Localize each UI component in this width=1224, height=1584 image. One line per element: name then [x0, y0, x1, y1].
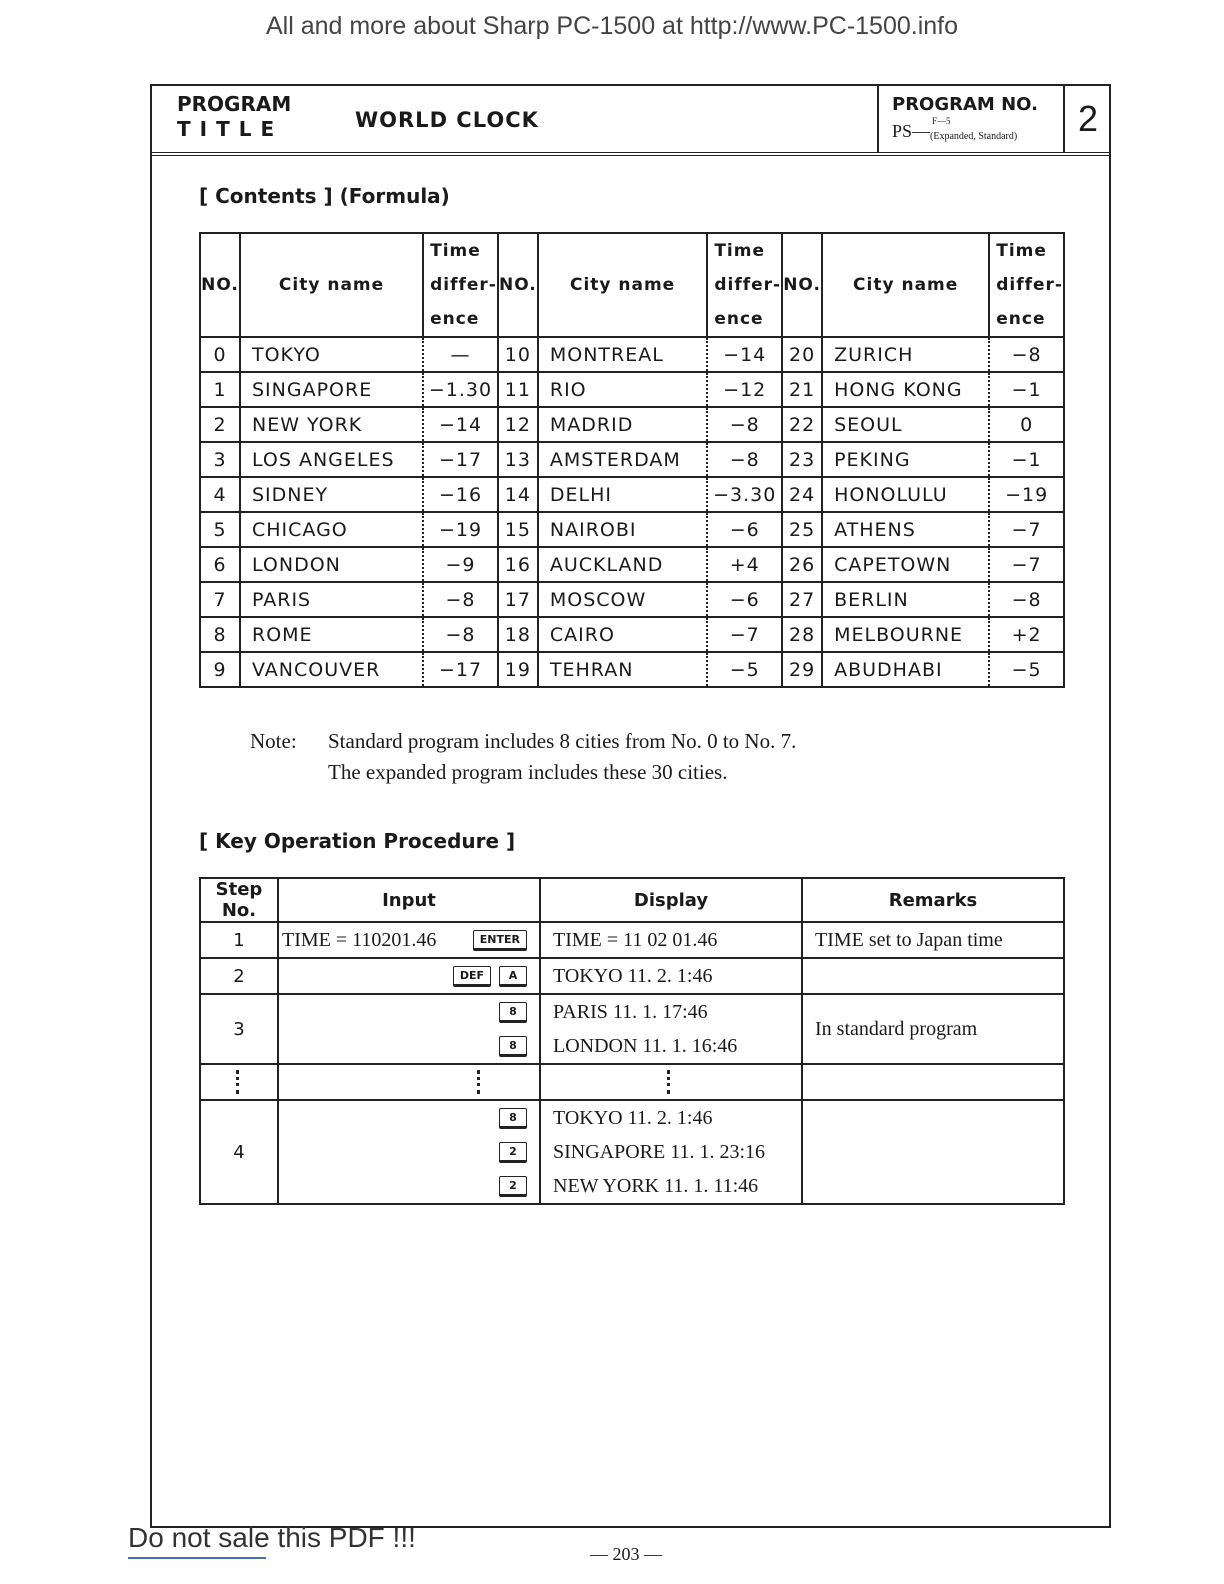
program-number-box	[877, 86, 1065, 152]
city-name: MOSCOW	[538, 582, 707, 617]
remark-text: TIME set to Japan time	[815, 928, 1003, 951]
city-name: RIO	[538, 372, 707, 407]
time-difference: −9	[423, 547, 498, 582]
city-name: LOS ANGELES	[240, 442, 423, 477]
key-cap: ENTER	[473, 930, 527, 951]
col-diff: Time differ- ence	[423, 233, 498, 337]
time-difference: −7	[989, 512, 1064, 547]
continuation-dots	[236, 1070, 242, 1094]
col-remarks: Remarks	[802, 878, 1064, 922]
key-step-row	[200, 922, 1064, 958]
program-sheet	[150, 84, 1111, 1528]
city-no: 7	[200, 582, 240, 617]
display-line: TIME = 11 02 01.46	[553, 928, 718, 951]
city-table	[199, 232, 1065, 688]
display-line: TOKYO 11. 2. 1:46	[553, 964, 713, 987]
time-difference: −8	[707, 442, 782, 477]
time-difference: +4	[707, 547, 782, 582]
input-cell	[278, 1064, 540, 1100]
city-row	[200, 652, 1064, 687]
col-diff: Time differ- ence	[707, 233, 782, 337]
display-line: SINGAPORE 11. 1. 23:16	[553, 1140, 766, 1163]
program-variant: (Expanded, Standard)	[930, 131, 1018, 142]
city-name: NAIROBI	[538, 512, 707, 547]
col-city: City name	[822, 233, 989, 337]
display-cell	[540, 922, 802, 958]
city-name: CAIRO	[538, 617, 707, 652]
site-banner: All and more about Sharp PC-1500 at http://www.PC-1500.info	[265, 12, 959, 40]
time-difference: −14	[707, 337, 782, 372]
footer-note: Do not sale this PDF !!!	[128, 1522, 416, 1553]
key-operation-table	[199, 877, 1065, 1205]
time-difference: −5	[707, 652, 782, 687]
time-difference: −3.30	[707, 477, 782, 512]
time-difference: −16	[423, 477, 498, 512]
city-name: ZURICH	[822, 337, 989, 372]
city-no: 9	[200, 652, 240, 687]
city-table-header	[200, 233, 1064, 337]
key-table-header	[200, 878, 1064, 922]
time-difference: −5	[989, 652, 1064, 687]
time-difference: −7	[989, 547, 1064, 582]
city-no: 10	[498, 337, 538, 372]
input-line	[279, 1101, 539, 1135]
city-no: 0	[200, 337, 240, 372]
title-label: TITLE	[177, 117, 284, 141]
remarks-cell	[802, 1064, 1064, 1100]
key-cap: 2	[499, 1176, 527, 1197]
step-number	[200, 1100, 278, 1204]
step-number	[200, 994, 278, 1064]
step-value: 4	[233, 1141, 245, 1163]
page-index: 2	[1063, 86, 1111, 152]
continuation-dots	[477, 1070, 483, 1094]
city-row	[200, 617, 1064, 652]
note-line: The expanded program includes these 30 cities.	[328, 760, 728, 784]
input-text: TIME = 110201.46	[282, 928, 437, 951]
display-cell	[540, 1100, 802, 1204]
key-operation-heading: [ Key Operation Procedure ]	[199, 829, 516, 853]
program-title-label	[177, 92, 291, 142]
city-no: 8	[200, 617, 240, 652]
step-number	[200, 922, 278, 958]
city-no: 18	[498, 617, 538, 652]
time-difference: −17	[423, 442, 498, 477]
step-value: 2	[233, 965, 245, 987]
city-no: 2	[200, 407, 240, 442]
step-number	[200, 1064, 278, 1100]
city-row	[200, 337, 1064, 372]
time-difference: −8	[423, 582, 498, 617]
display-line: NEW YORK 11. 1. 11:46	[553, 1174, 759, 1197]
city-name: ROME	[240, 617, 423, 652]
city-name: HONG KONG	[822, 372, 989, 407]
page-number: — 203 —	[590, 1544, 662, 1564]
display-line: PARIS 11. 1. 17:46	[553, 1000, 708, 1023]
city-no: 23	[782, 442, 822, 477]
city-row	[200, 547, 1064, 582]
city-name: TEHRAN	[538, 652, 707, 687]
display-cell	[540, 958, 802, 994]
city-no: 16	[498, 547, 538, 582]
key-cap: DEF	[453, 966, 491, 987]
city-name: AMSTERDAM	[538, 442, 707, 477]
remarks-cell	[802, 994, 1064, 1064]
city-name: DELHI	[538, 477, 707, 512]
time-difference: −1	[989, 442, 1064, 477]
city-row	[200, 582, 1064, 617]
city-no: 25	[782, 512, 822, 547]
input-line	[279, 1169, 539, 1203]
city-name: CAPETOWN	[822, 547, 989, 582]
step-value: 1	[233, 929, 245, 951]
time-difference: —	[423, 337, 498, 372]
time-difference: −12	[707, 372, 782, 407]
city-no: 11	[498, 372, 538, 407]
key-step-row	[200, 994, 1064, 1064]
city-no: 15	[498, 512, 538, 547]
city-name: BERLIN	[822, 582, 989, 617]
col-step: Step No.	[200, 878, 278, 922]
time-difference: −14	[423, 407, 498, 442]
time-difference: +2	[989, 617, 1064, 652]
city-name: PEKING	[822, 442, 989, 477]
city-no: 4	[200, 477, 240, 512]
city-name: SIDNEY	[240, 477, 423, 512]
time-difference: −6	[707, 512, 782, 547]
city-row	[200, 407, 1064, 442]
col-city: City name	[538, 233, 707, 337]
input-line	[279, 1029, 539, 1063]
city-name: MELBOURNE	[822, 617, 989, 652]
city-name: ABUDHABI	[822, 652, 989, 687]
city-name: TOKYO	[240, 337, 423, 372]
time-difference: −8	[707, 407, 782, 442]
remark-text: In standard program	[815, 1017, 978, 1040]
remarks-cell	[802, 958, 1064, 994]
city-row	[200, 372, 1064, 407]
step-number	[200, 958, 278, 994]
col-no: NO.	[200, 233, 240, 337]
city-name: LONDON	[240, 547, 423, 582]
city-no: 3	[200, 442, 240, 477]
input-line	[279, 1135, 539, 1169]
time-difference: −7	[707, 617, 782, 652]
input-line	[279, 995, 539, 1029]
col-input: Input	[278, 878, 540, 922]
note-line: Standard program includes 8 cities from No. 0 to No. 7.	[328, 729, 797, 753]
city-no: 6	[200, 547, 240, 582]
city-name: MONTREAL	[538, 337, 707, 372]
city-row	[200, 442, 1064, 477]
city-no: 24	[782, 477, 822, 512]
key-step-row	[200, 1064, 1064, 1100]
program-prefix: PS—	[892, 121, 931, 141]
remarks-cell	[802, 1100, 1064, 1204]
note-label: Note:	[250, 729, 297, 753]
time-difference: −8	[423, 617, 498, 652]
display-cell	[540, 994, 802, 1064]
city-name: ATHENS	[822, 512, 989, 547]
key-cap: 8	[499, 1108, 527, 1129]
city-name: CHICAGO	[240, 512, 423, 547]
city-no: 26	[782, 547, 822, 582]
time-difference: 0	[989, 407, 1064, 442]
display-line: LONDON 11. 1. 16:46	[553, 1034, 738, 1057]
city-no: 22	[782, 407, 822, 442]
time-difference: −19	[989, 477, 1064, 512]
city-no: 5	[200, 512, 240, 547]
city-no: 1	[200, 372, 240, 407]
input-cell	[278, 1100, 540, 1204]
city-name: AUCKLAND	[538, 547, 707, 582]
city-name: PARIS	[240, 582, 423, 617]
city-row	[200, 512, 1064, 547]
display-cell	[540, 1064, 802, 1100]
continuation-dots	[667, 1070, 673, 1094]
col-city: City name	[240, 233, 423, 337]
key-cap: 8	[499, 1036, 527, 1057]
key-step-row	[200, 1100, 1064, 1204]
city-no: 19	[498, 652, 538, 687]
col-no: NO.	[782, 233, 822, 337]
display-line: TOKYO 11. 2. 1:46	[553, 1106, 713, 1129]
input-line	[279, 923, 539, 957]
input-cell	[278, 958, 540, 994]
input-line	[279, 959, 539, 993]
col-diff: Time differ- ence	[989, 233, 1064, 337]
city-no: 28	[782, 617, 822, 652]
city-name: MADRID	[538, 407, 707, 442]
key-cap: 2	[499, 1142, 527, 1163]
city-name: SEOUL	[822, 407, 989, 442]
input-cell	[278, 922, 540, 958]
time-difference: −17	[423, 652, 498, 687]
city-no: 29	[782, 652, 822, 687]
program-header	[152, 86, 1109, 156]
city-name: SINGAPORE	[240, 372, 423, 407]
key-cap: 8	[499, 1002, 527, 1023]
time-difference: −8	[989, 337, 1064, 372]
city-no: 17	[498, 582, 538, 617]
step-value: 3	[233, 1018, 245, 1040]
city-name: HONOLULU	[822, 477, 989, 512]
time-difference: −8	[989, 582, 1064, 617]
contents-heading: [ Contents ] (Formula)	[199, 184, 450, 208]
time-difference: −1.30	[423, 372, 498, 407]
remarks-cell	[802, 922, 1064, 958]
time-difference: −1	[989, 372, 1064, 407]
city-no: 12	[498, 407, 538, 442]
program-no-label: PROGRAM NO.	[892, 94, 1038, 115]
col-no: NO.	[498, 233, 538, 337]
city-no: 20	[782, 337, 822, 372]
time-difference: −6	[707, 582, 782, 617]
input-cell	[278, 994, 540, 1064]
col-display: Display	[540, 878, 802, 922]
city-no: 14	[498, 477, 538, 512]
city-row	[200, 477, 1064, 512]
footer-underline	[128, 1557, 266, 1559]
time-difference: −19	[423, 512, 498, 547]
key-cap: A	[499, 966, 527, 987]
program-title: WORLD CLOCK	[355, 108, 539, 132]
program-code: F—5	[932, 116, 951, 126]
city-name: NEW YORK	[240, 407, 423, 442]
key-step-row	[200, 958, 1064, 994]
city-no: 27	[782, 582, 822, 617]
city-no: 21	[782, 372, 822, 407]
program-label: PROGRAM	[177, 92, 292, 116]
city-name: VANCOUVER	[240, 652, 423, 687]
city-no: 13	[498, 442, 538, 477]
